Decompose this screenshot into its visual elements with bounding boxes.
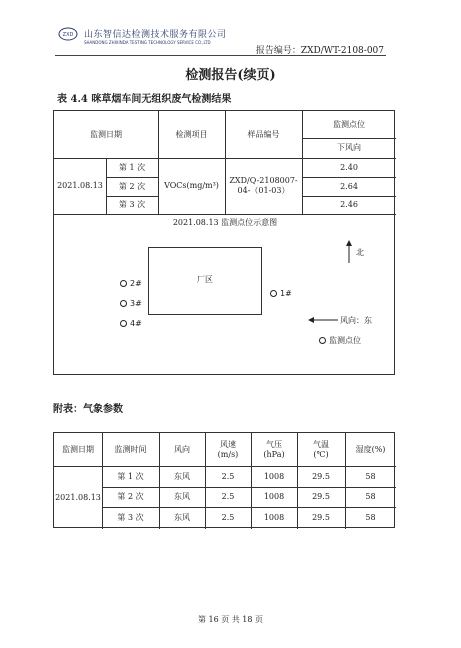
header-date: 监测日期	[90, 129, 122, 139]
header-divider	[55, 55, 386, 56]
factory-area	[148, 247, 262, 315]
monitoring-point-4	[120, 319, 142, 328]
company-name-cn: 山东智信达检测技术服务有限公司	[84, 30, 227, 40]
table-cell: 东风	[174, 492, 190, 502]
page-footer: 第 16 页 共 18 页	[197, 615, 264, 624]
run-cell: 第 1 次	[118, 162, 146, 172]
run-cell: 第 2 次	[118, 181, 146, 191]
monitoring-point-3	[120, 299, 142, 308]
appendix-title: 附表：气象参数	[53, 404, 123, 415]
run-cell: 第 3 次	[118, 200, 146, 210]
date-cell: 2021.08.13	[55, 492, 101, 502]
point-marker-icon	[120, 280, 127, 287]
legend-marker-icon	[319, 337, 326, 344]
header-downwind: 下风向	[337, 143, 361, 153]
table-cell: 1008	[263, 513, 285, 523]
date-cell: 2021.08.13	[57, 181, 103, 191]
header-cell: 气压(hPa)	[263, 439, 285, 459]
company-logo-icon	[58, 27, 78, 41]
company-name-en: SHANDONG ZHIXINDA TESTING TECHNOLOGY SERVICE CO.,LTD	[84, 40, 211, 45]
wind-arrow-icon	[308, 316, 338, 324]
table-cell: 2.5	[221, 471, 235, 481]
table-cell: 第 3 次	[117, 513, 144, 523]
wind-direction-label: 风向：东	[340, 316, 372, 325]
results-table	[53, 110, 395, 375]
factory-label: 厂区	[197, 275, 213, 284]
point-label: 3#	[130, 299, 142, 308]
logo-text: ZXD	[62, 32, 74, 38]
header-cell: 气温(℃)	[313, 439, 329, 459]
table-cell: 第 2 次	[117, 492, 144, 502]
header-cell: 湿度(%)	[355, 444, 386, 454]
header-point: 监测点位	[333, 119, 365, 129]
table-cell: 1008	[263, 471, 285, 481]
legend-label: 监测点位	[329, 336, 361, 345]
table-cell: 东风	[174, 471, 190, 481]
sample-cell: ZXD/Q-2108007-04-（01-03）	[229, 176, 298, 195]
north-arrow-icon	[344, 240, 354, 264]
value-cell: 2.46	[340, 200, 358, 210]
header-cell: 监测日期	[62, 444, 94, 454]
monitoring-point-2	[120, 279, 142, 288]
table-cell: 58	[365, 471, 376, 481]
monitoring-point-1	[270, 289, 292, 298]
header-cell: 风向	[174, 444, 190, 454]
table-cell: 29.5	[312, 492, 330, 502]
table-title: 表 4.4 咪草烟车间无组织废气检测结果	[57, 94, 232, 105]
table-cell: 58	[365, 513, 376, 523]
value-cell: 2.40	[340, 162, 358, 172]
legend	[319, 335, 361, 346]
table-cell: 东风	[174, 513, 190, 523]
table-cell: 1008	[263, 492, 285, 502]
point-label: 2#	[130, 279, 142, 288]
table-cell: 58	[365, 492, 376, 502]
point-label: 1#	[280, 289, 292, 298]
header-sample: 样品编号	[247, 129, 280, 139]
monitoring-diagram	[54, 214, 396, 376]
page-title: 检测报告(续页)	[185, 68, 276, 83]
report-number: 报告编号：ZXD/WT-2108-007	[255, 46, 384, 56]
item-cell: VOCs(mg/m³)	[164, 181, 219, 191]
point-marker-icon	[120, 300, 127, 307]
weather-table	[53, 432, 395, 528]
point-marker-icon	[120, 320, 127, 327]
table-cell: 29.5	[312, 471, 330, 481]
header-cell: 风速(m/s)	[217, 439, 239, 459]
header-cell: 监测时间	[114, 444, 147, 454]
table-cell: 29.5	[312, 513, 330, 523]
table-cell: 2.5	[221, 513, 235, 523]
point-label: 4#	[130, 319, 142, 328]
value-cell: 2.64	[340, 181, 358, 191]
table-cell: 2.5	[221, 492, 235, 502]
table-cell: 第 1 次	[117, 471, 144, 481]
header-item: 检测项目	[175, 129, 208, 139]
diagram-title: 2021.08.13 监测点位示意图	[172, 218, 278, 227]
north-label: 北	[356, 248, 364, 257]
point-marker-icon	[270, 290, 277, 297]
